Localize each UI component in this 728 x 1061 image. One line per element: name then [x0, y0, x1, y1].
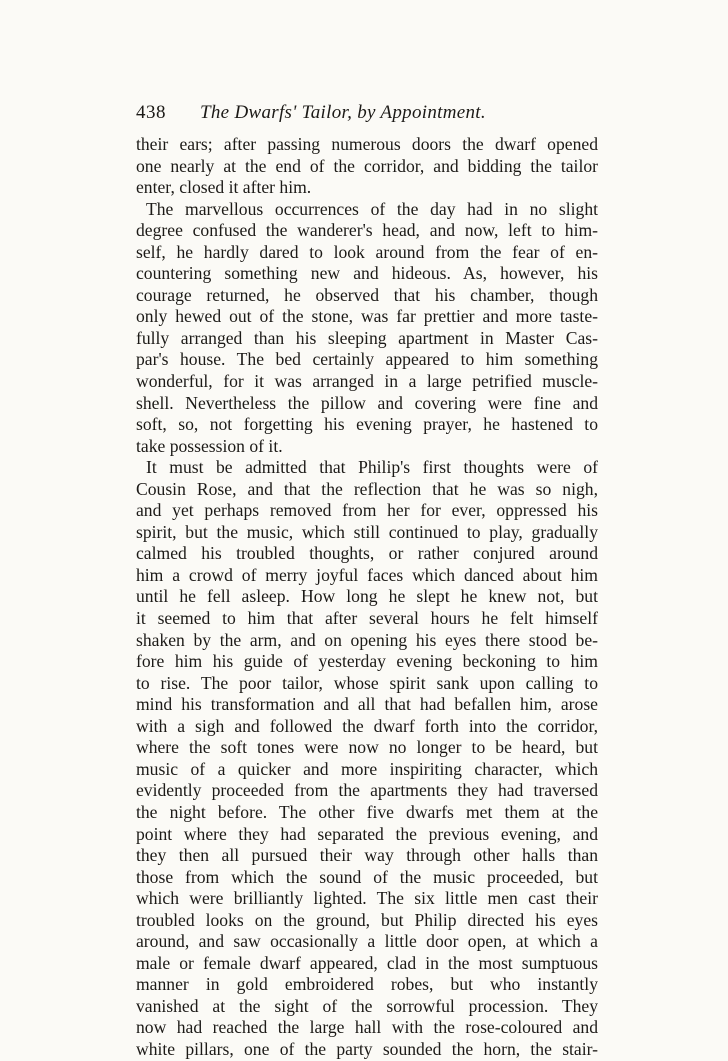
text-line: enter, closed it after him. [136, 177, 312, 198]
text-line: fore him his guide of yesterday evening beckoning to him [136, 651, 598, 672]
text-line: around, and saw occasionally a little door open, at which a [136, 931, 598, 952]
text-line: shell. Nevertheless the pillow and covering were fine and [136, 392, 598, 413]
text-line: to rise. The poor tailor, whose spirit sank upon calling to [136, 672, 598, 693]
text-line: those from which the sound of the music proceeded, but [136, 866, 598, 887]
text-line: their ears; after passing numerous doors the dwarf opened [136, 134, 598, 154]
text-line: with a sigh and followed the dwarf forth into the corridor, [136, 715, 598, 736]
text-line: they then all pursued their way through other halls than [136, 845, 598, 866]
page-header [136, 102, 598, 134]
text-line: evidently proceeded from the apartments they had traversed [136, 780, 598, 801]
text-line: fully arranged than his sleeping apartment in Master Cas- [136, 327, 598, 348]
text-line: only hewed out of the stone, was far prettier and more taste- [136, 306, 598, 327]
body-text [136, 134, 598, 1061]
text-line: countering something new and hideous. As, however, his [136, 263, 598, 284]
text-line: manner in gold embroidered robes, but who instantly [136, 974, 598, 995]
text-line: It must be admitted that Philip's first thoughts were of [146, 457, 598, 478]
text-line: vanished at the sight of the sorrowful procession. They [136, 995, 598, 1016]
text-line: soft, so, not forgetting his evening prayer, he hastened to [136, 414, 598, 435]
text-line: where the soft tones were now no longer to be heard, but [136, 737, 598, 758]
text-line: point where they had separated the previous evening, and [136, 823, 598, 844]
text-line: Cousin Rose, and that the reflection that he was so nigh, [136, 478, 598, 499]
text-line: music of a quicker and more inspiriting character, which [136, 758, 598, 779]
running-title: The Dwarfs' Tailor, by Appointment. [200, 102, 486, 123]
text-line: par's house. The bed certainly appeared to him something [136, 349, 598, 370]
text-line: degree confused the wanderer's head, and now, left to him- [136, 220, 598, 241]
text-line: the night before. The other five dwarfs met them at the [136, 801, 598, 822]
text-line: self, he hardly dared to look around from the fear of en- [136, 241, 598, 262]
text-line: him a crowd of merry joyful faces which danced about him [136, 564, 598, 585]
text-line: one nearly at the end of the corridor, and bidding the tailor [136, 155, 598, 176]
page-number: 438 [136, 102, 166, 123]
text-line: wonderful, for it was arranged in a large petrified muscle- [136, 371, 598, 392]
text-line: mind his transformation and all that had befallen him, arose [136, 694, 598, 715]
text-line: it seemed to him that after several hours he felt himself [136, 608, 598, 629]
book-page [136, 102, 598, 1061]
text-line: and yet perhaps removed from her for ever, oppressed his [136, 500, 598, 521]
text-line: until he fell asleep. How long he slept he knew not, but [136, 586, 598, 607]
text-line: take possession of it. [136, 435, 283, 456]
text-line: calmed his troubled thoughts, or rather conjured around [136, 543, 598, 564]
text-line: white pillars, one of the party sounded the horn, the stair- [136, 1038, 598, 1059]
text-line: now had reached the large hall with the rose-coloured and [136, 1017, 598, 1038]
text-line: male or female dwarf appeared, clad in the most sumptuous [136, 952, 598, 973]
text-line: which were brilliantly lighted. The six little men cast their [136, 888, 598, 909]
text-line: spirit, but the music, which still continued to play, gradually [136, 521, 598, 542]
text-line: courage returned, he observed that his chamber, though [136, 284, 598, 305]
text-line: The marvellous occurrences of the day had in no slight [146, 198, 598, 219]
text-line: shaken by the arm, and on opening his eyes there stood be- [136, 629, 598, 650]
text-line: troubled looks on the ground, but Philip directed his eyes [136, 909, 598, 930]
